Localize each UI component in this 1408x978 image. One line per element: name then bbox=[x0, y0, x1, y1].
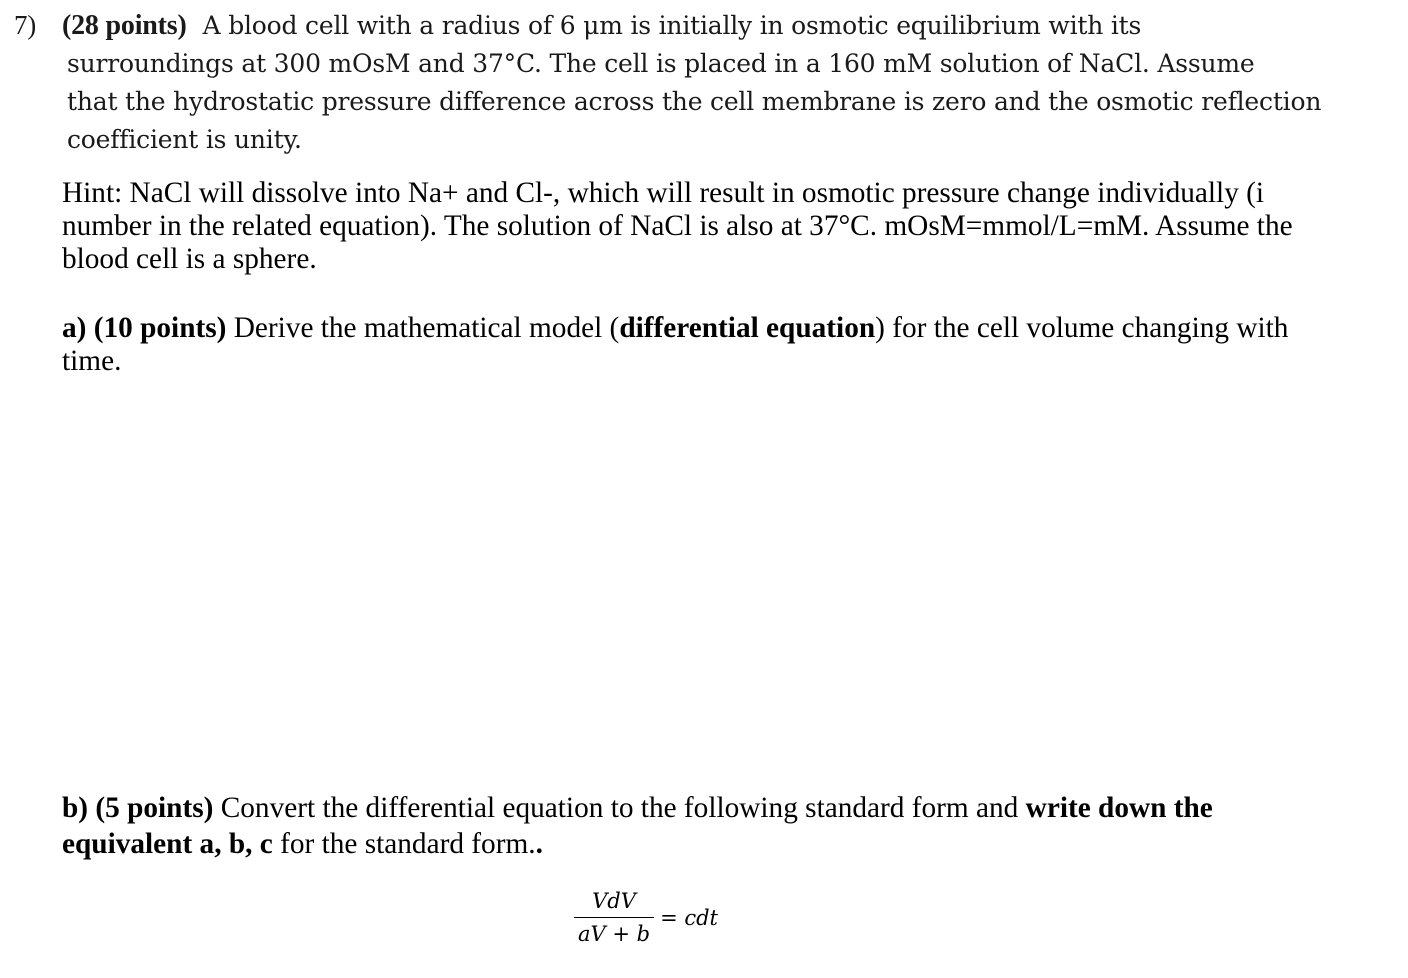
problem-line-3: that the hydrostatic pressure difference across the cell membrane is zero and the osmotic reflection bbox=[67, 87, 1322, 116]
part-a-label: a) (10 points) bbox=[62, 312, 227, 344]
problem-points: (28 points) bbox=[62, 10, 187, 41]
part-b-line-1 bbox=[62, 790, 1402, 826]
equation-rhs: = cdt bbox=[660, 905, 718, 930]
part-a-line-1 bbox=[62, 312, 1402, 345]
problem-number: 7) bbox=[14, 10, 37, 40]
part-a-line-2: time. bbox=[62, 345, 122, 377]
part-b-text-2: for the standard form. bbox=[280, 828, 536, 860]
problem-line-1 bbox=[14, 6, 1394, 45]
standard-form-equation bbox=[574, 889, 718, 946]
part-b-text-1: Convert the differential equation to the following standard form and bbox=[220, 792, 1019, 824]
part-b-line-2: equivalent a, b, c for the standard form.. bbox=[62, 828, 543, 860]
equation-denominator: aV + b bbox=[578, 922, 651, 946]
problem-line-2: surroundings at 300 mOsM and 37°C. The cell is placed in a 160 mM solution of NaCl. Assume bbox=[67, 49, 1255, 78]
part-b-label: b) (5 points) bbox=[62, 792, 214, 824]
problem-statement bbox=[14, 6, 1394, 159]
problem-line-4: coefficient is unity. bbox=[67, 125, 302, 154]
equation-numerator: VdV bbox=[592, 889, 636, 913]
hint-line-3: blood cell is a sphere. bbox=[62, 243, 317, 275]
part-b-bold-1: write down the bbox=[1025, 792, 1213, 824]
hint-line-1: Hint: NaCl will dissolve into Na+ and Cl-, which will result in osmotic pressure change individually (i bbox=[62, 177, 1265, 209]
part-a bbox=[62, 312, 1402, 378]
equation-fraction bbox=[574, 889, 654, 946]
part-a-text-1: Derive the mathematical model ( bbox=[233, 312, 620, 344]
part-b bbox=[62, 790, 1402, 862]
problem-text-1: A blood cell with a radius of 6 μm is initially in osmotic equilibrium with its bbox=[202, 11, 1142, 40]
part-a-text-2: ) for the cell volume changing with bbox=[875, 312, 1289, 344]
part-a-bold: differential equation bbox=[619, 312, 876, 344]
hint-paragraph bbox=[62, 177, 1402, 276]
part-b-bold-2: equivalent a, b, c bbox=[62, 828, 273, 860]
hint-line-2: number in the related equation). The solution of NaCl is also at 37°C. mOsM=mmol/L=mM. Assume the bbox=[62, 210, 1293, 242]
